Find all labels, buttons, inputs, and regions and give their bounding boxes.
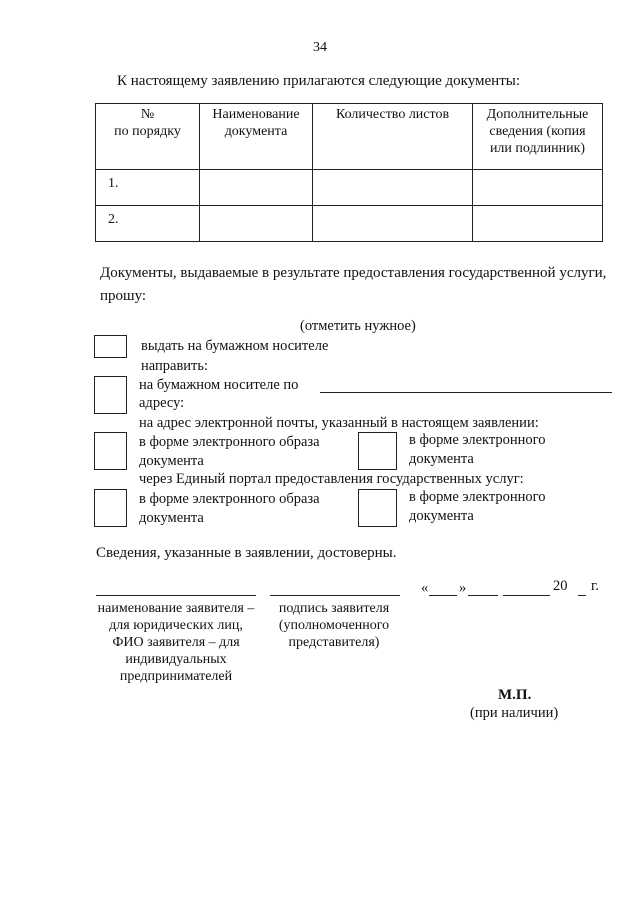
table-cell[interactable] [200, 170, 313, 206]
option-paper-address-label-2: адресу: [139, 395, 185, 411]
page-number: 34 [313, 40, 327, 55]
email-doc-label-2: документа [409, 451, 474, 467]
address-input-line[interactable] [320, 392, 612, 393]
date-month-line-1[interactable] [468, 595, 498, 596]
documents-table [95, 103, 603, 242]
email-image-label-1: в форме электронного образа [139, 434, 320, 450]
option-paper-address-label-1: на бумажном носителе по [139, 377, 299, 393]
applicant-signature-line[interactable] [270, 595, 400, 596]
confirm-text: Сведения, указанные в заявлении, достоверны. [96, 545, 397, 561]
applicant-name-caption: наименование заявителя – для юридических лиц, ФИО заявителя – для индивидуальных предпринимателей [97, 601, 255, 684]
checkbox-paper[interactable] [94, 335, 127, 358]
applicant-name-line[interactable] [96, 595, 256, 596]
header-sheet-count: Количество листов [313, 104, 473, 170]
date-year-prefix: 20 [553, 578, 568, 594]
portal-doc-label-1: в форме электронного [409, 489, 546, 505]
table-cell[interactable] [473, 170, 603, 206]
checkbox-portal-image[interactable] [94, 489, 127, 527]
checkbox-portal-doc[interactable] [358, 489, 397, 527]
portal-image-label-1: в форме электронного образа [139, 491, 320, 507]
table-cell: 1. [96, 170, 200, 206]
email-doc-label-1: в форме электронного [409, 432, 546, 448]
checkbox-email-image[interactable] [94, 432, 127, 470]
portal-image-label-2: документа [139, 510, 204, 526]
table-row [96, 206, 603, 242]
table-header-row [96, 104, 603, 170]
stamp-note: (при наличии) [470, 705, 559, 721]
date-year-line[interactable] [578, 595, 586, 596]
header-doc-name: Наименование документа [200, 104, 313, 170]
checkbox-email-doc[interactable] [358, 432, 397, 470]
date-month-line-2[interactable] [503, 595, 550, 596]
checkbox-paper-address[interactable] [94, 376, 127, 414]
table-cell[interactable] [313, 206, 473, 242]
table-row [96, 170, 603, 206]
portal-header: через Единый портал предоставления государственных услуг: [139, 471, 524, 487]
date-day-line[interactable] [429, 595, 457, 596]
option-send-label: направить: [141, 358, 209, 374]
portal-doc-label-2: документа [409, 508, 474, 524]
date-year-suffix: г. [591, 578, 599, 594]
email-header: на адрес электронной почты, указанный в настоящем заявлении: [139, 415, 539, 431]
option-paper-label: выдать на бумажном носителе [141, 338, 329, 354]
date-open-quote: « [421, 580, 429, 596]
stamp-label: М.П. [498, 687, 532, 703]
table-cell[interactable] [200, 206, 313, 242]
header-additional-info: Дополнительные сведения (копия или подлинник) [473, 104, 603, 170]
attachments-intro: К настоящему заявлению прилагаются следующие документы: [117, 73, 521, 89]
date-close-quote: » [459, 580, 467, 596]
table-cell: 2. [96, 206, 200, 242]
issue-method-text: Документы, выдаваемые в результате предоставления государственной услуги, прошу: [100, 265, 607, 304]
mark-note: (отметить нужное) [300, 318, 416, 334]
header-number: № по порядку [96, 104, 200, 170]
applicant-signature-caption: подпись заявителя (уполномоченного представителя) [278, 601, 390, 650]
table-cell[interactable] [473, 206, 603, 242]
table-cell[interactable] [313, 170, 473, 206]
email-image-label-2: документа [139, 453, 204, 469]
